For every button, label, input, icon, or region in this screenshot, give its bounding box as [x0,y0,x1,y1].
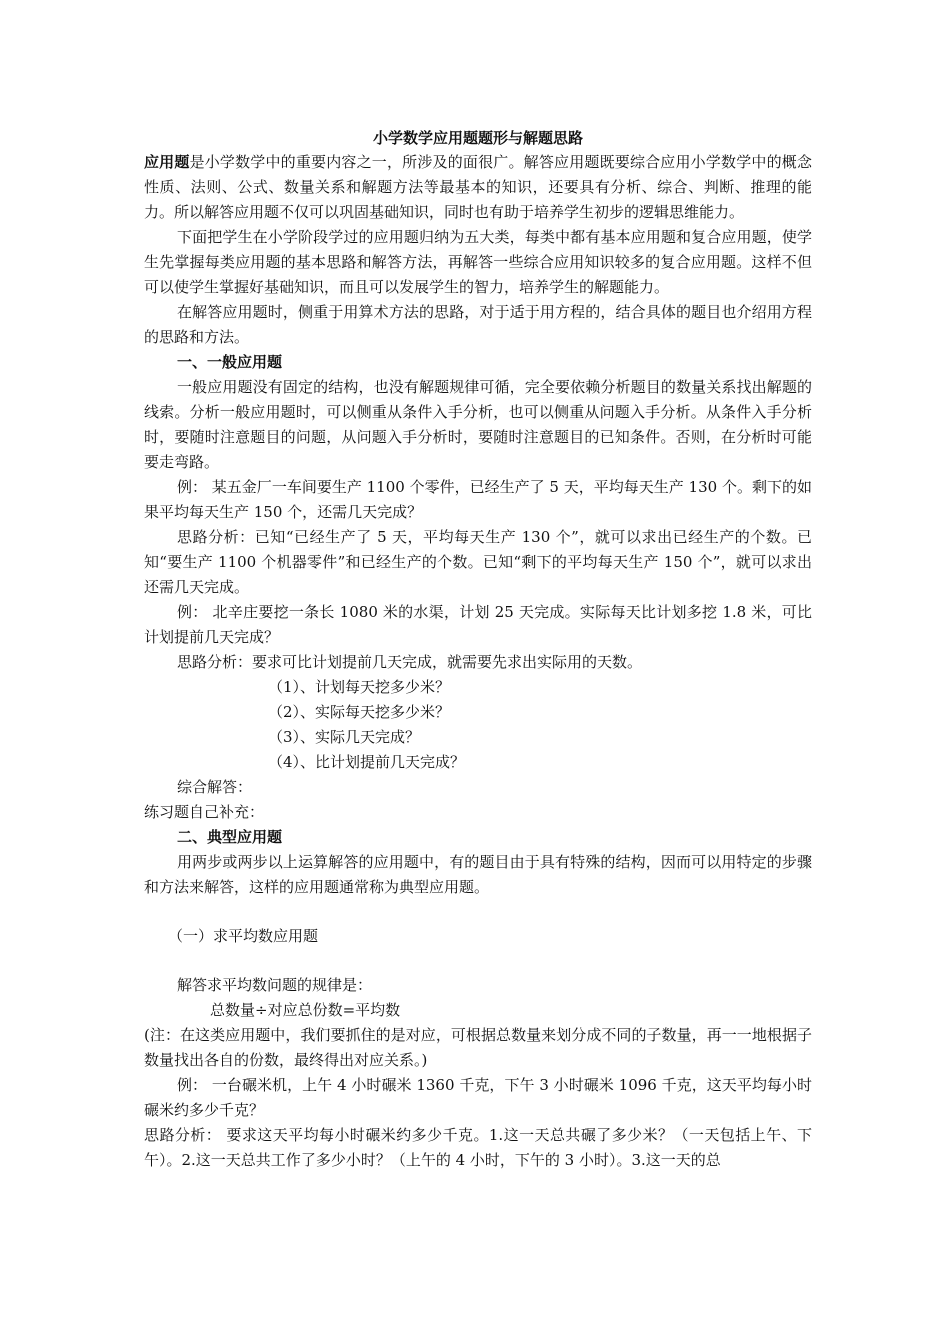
example-3: 例： 一台碾米机，上午 4 小时碾米 1360 千克，下午 3 小时碾米 1096 千克，这天平均每小时碾米约多少千克？ [144,1076,812,1119]
section2-heading: 二、典型应用题 [177,828,283,846]
step-item: （1）、计划每天挖多少米？ [268,678,451,696]
section1-body: 一般应用题没有固定的结构，也没有解题规律可循，完全要依赖分析题目的数量关系找出解题的线索。分析一般应用题时，可以侧重从条件入手分析，也可以侧重从问题入手分析。从条件入手分析时，要随时注意题目的问题，从问题入手分析时，要随时注意题目的已知条件。否则，在分析时可能要走弯路。 [144,378,812,471]
intro-text: 是小学数学中的重要内容之一，所涉及的面很广。解答应用题既要综合应用小学数学中的概念性质、法则、公式、数量关系和解题方法等最基本的知识，还要具有分析、综合、判断、推理的能力。所以解答应用题不仅可以巩固基础知识，同时也有助于培养学生初步的逻辑思维能力。 [144,153,812,221]
average-formula: 总数量÷对应总份数=平均数 [210,1001,401,1019]
note-paragraph: (注：在这类应用题中，我们要抓住的是对应，可根据总数量来划分成不同的子数量，再一一地根据子数量找出各自的份数，最终得出对应关系。) [144,1026,812,1069]
section2-body: 用两步或两步以上运算解答的应用题中，有的题目由于具有特殊的结构，因而可以用特定的步骤和方法来解答，这样的应用题通常称为典型应用题。 [144,853,812,896]
subsection-average-heading: （一）求平均数应用题 [168,927,319,945]
analysis-1: 思路分析：已知“已经生产了 5 天，平均每天生产 130 个”，就可以求出已经生产的个数。已知“要生产 1100 个机器零件”和已经生产的个数。已知“剩下的平均每天生产 150 个”，就可以求出还需几天完成。 [144,528,812,596]
combined-answer-label: 综合解答： [177,778,253,796]
step-item: （4）、比计划提前几天完成？ [268,753,466,771]
section1-heading: 一、一般应用题 [177,353,283,371]
step-item: （2）、实际每天挖多少米？ [268,703,451,721]
example-2: 例： 北辛庄要挖一条长 1080 米的水渠，计划 25 天完成。实际每天比计划多挖 1.8 米，可比计划提前几天完成？ [144,603,812,646]
spacer [144,900,812,924]
analysis-3: 思路分析： 要求这天平均每小时碾米约多少千克。1.这一天总共碾了多少米？（一天包括上午、下午）。2.这一天总共工作了多少小时？（上午的 4 小时，下午的 3 小时）。3.这一天的总 [144,1126,812,1169]
analysis-2: 思路分析：要求可比计划提前几天完成，就需要先求出实际用的天数。 [177,653,643,671]
rule-intro: 解答求平均数问题的规律是： [177,976,373,994]
example-1: 例： 某五金厂一车间要生产 1100 个零件，已经生产了 5 天，平均每天生产 130 个。剩下的如果平均每天生产 150 个，还需几天完成？ [144,478,812,521]
document-page [144,126,812,1173]
spacer [144,949,812,973]
practice-label: 练习题自己补充： [144,803,265,821]
paragraph-categories: 下面把学生在小学阶段学过的应用题归纳为五大类，每类中都有基本应用题和复合应用题，使学生先掌握每类应用题的基本思路和解答方法，再解答一些综合应用知识较多的复合应用题。这样不但可以使学生掌握好基础知识，而且可以发展学生的智力，培养学生的解题能力。 [144,228,812,296]
document-title: 小学数学应用题题形与解题思路 [372,129,583,147]
intro-paragraph [144,150,812,225]
step-item: （3）、实际几天完成？ [268,728,421,746]
intro-keyword: 应用题 [144,153,190,171]
paragraph-method: 在解答应用题时，侧重于用算术方法的思路，对于适于用方程的，结合具体的题目也介绍用方程的思路和方法。 [144,303,812,346]
